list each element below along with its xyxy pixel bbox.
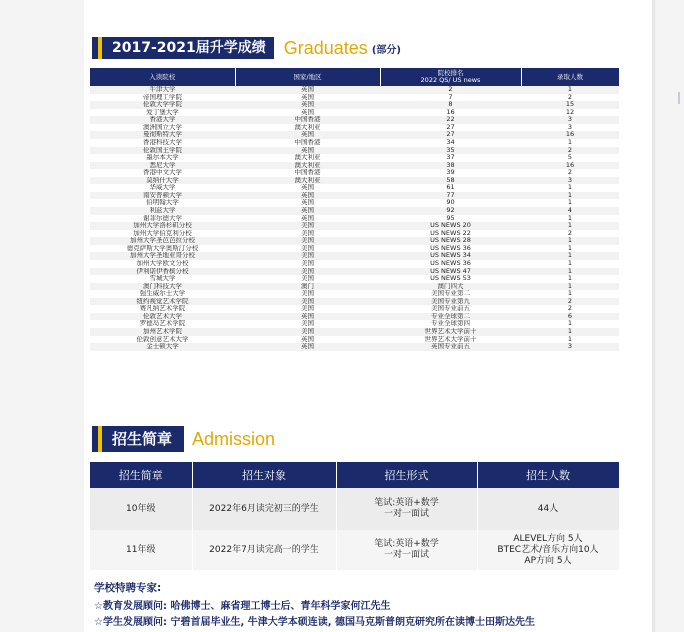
- cell-admitted: 1: [521, 275, 619, 283]
- cell-country: 澳大利亚: [235, 154, 380, 162]
- table-row: [90, 222, 619, 230]
- cell-admitted: 1: [521, 260, 619, 268]
- cell-country: 美国: [235, 230, 380, 238]
- cell-ranking: 95: [380, 215, 521, 223]
- cell-country: 美国: [235, 245, 380, 253]
- cell-admitted: 6: [521, 313, 619, 321]
- cell-ranking: 38: [380, 162, 521, 170]
- cell-admitted: 2: [521, 298, 619, 306]
- table-row: [90, 207, 619, 215]
- table-row: [90, 101, 619, 109]
- cell-ranking: 世界艺术大学前十: [380, 328, 521, 336]
- adm-target: 2022年6月读完初三的学生: [192, 488, 336, 530]
- cell-school: 雪城大学: [90, 275, 235, 283]
- cell-ranking: 专业全球第四: [380, 320, 521, 328]
- cell-school: 澳门科技大学: [90, 283, 235, 291]
- table-row: [90, 268, 619, 276]
- table-row: [90, 336, 619, 344]
- adm-form-line: 一对一面试: [383, 509, 429, 519]
- cell-country: 美国: [235, 328, 380, 336]
- table-row: [90, 86, 619, 94]
- cell-admitted: 1: [521, 336, 619, 344]
- cell-admitted: 16: [521, 131, 619, 139]
- cell-school: 利兹大学: [90, 207, 235, 215]
- graduates-banner: [92, 37, 401, 59]
- cell-country: 美国: [235, 298, 380, 306]
- cell-school: 谢菲尔德大学: [90, 215, 235, 223]
- cell-school: 澳洲国立大学: [90, 124, 235, 132]
- cell-school: 南安普顿大学: [90, 192, 235, 200]
- cell-country: 美国: [235, 237, 380, 245]
- cell-admitted: 1: [521, 184, 619, 192]
- table-row: [90, 169, 619, 177]
- cell-school: 爱丁堡大学: [90, 109, 235, 117]
- table-row: [90, 94, 619, 102]
- cell-ranking: US NEWS 34: [380, 252, 521, 260]
- table-row: [90, 192, 619, 200]
- cell-ranking: 58: [380, 177, 521, 185]
- table-row: [90, 199, 619, 207]
- admission-table: [90, 462, 620, 570]
- cell-admitted: 2: [521, 169, 619, 177]
- cell-country: 澳大利亚: [235, 177, 380, 185]
- cell-admitted: 3: [521, 124, 619, 132]
- adm-grade: 10年级: [90, 488, 192, 530]
- cell-admitted: 3: [521, 177, 619, 185]
- cell-country: 澳大利亚: [235, 162, 380, 170]
- adm-count-line: AP方向 5人: [524, 555, 572, 566]
- adm-target: 2022年7月读完高一的学生: [192, 530, 336, 570]
- cell-country: 美国: [235, 268, 380, 276]
- adm-count-line: ALEVEL方向 5人: [513, 533, 583, 544]
- cell-admitted: 2: [521, 305, 619, 313]
- cell-admitted: 15: [521, 101, 619, 109]
- cell-school: 伊利诺伊香槟分校: [90, 268, 235, 276]
- header-country: 国家/地区: [235, 68, 380, 86]
- cell-ranking: US NEWS 28: [380, 237, 521, 245]
- table-row: [90, 328, 619, 336]
- cell-school: 加州大学伯克利分校: [90, 230, 235, 238]
- adm-count-line: BTEC艺术/音乐方向10人: [497, 544, 599, 555]
- table-row: [90, 237, 619, 245]
- cell-ranking: US NEWS 53: [380, 275, 521, 283]
- adm-form-line: 笔试:英语+数学: [374, 539, 439, 549]
- cell-admitted: 1: [521, 252, 619, 260]
- cell-country: 英国: [235, 101, 380, 109]
- experts-title: 学校特聘专家:: [94, 582, 162, 594]
- cell-ranking: 77: [380, 192, 521, 200]
- table-row: [90, 184, 619, 192]
- table-row: [90, 260, 619, 268]
- cell-country: 英国: [235, 131, 380, 139]
- graduates-subtitle: Graduates: [283, 37, 368, 58]
- table-row: [90, 162, 619, 170]
- adm-form-line: 一对一面试: [383, 550, 429, 560]
- cell-school: 加州大学圣芭芭拉分校: [90, 237, 235, 245]
- table-row: [90, 139, 619, 147]
- cell-school: 加州艺术学院: [90, 328, 235, 336]
- cell-country: 美国: [235, 252, 380, 260]
- cell-country: 美国: [235, 290, 380, 298]
- cell-school: 伯明翰大学: [90, 199, 235, 207]
- cell-ranking: US NEWS 36: [380, 245, 521, 253]
- cell-country: 英国: [235, 192, 380, 200]
- cell-admitted: 1: [521, 283, 619, 291]
- header-ranking: 院校排名 2022 QS/ US news: [380, 68, 521, 86]
- admission-subtitle: Admission: [192, 428, 276, 449]
- cell-country: 英国: [235, 199, 380, 207]
- cell-school: 墨尔本大学: [90, 154, 235, 162]
- adm-count: [477, 488, 619, 530]
- cell-country: 美国: [235, 275, 380, 283]
- cell-school: 加州大学洛杉矶分校: [90, 222, 235, 230]
- cell-ranking: 39: [380, 169, 521, 177]
- cell-ranking: 37: [380, 154, 521, 162]
- experts-section: [94, 580, 654, 631]
- cell-country: 中国香港: [235, 169, 380, 177]
- admission-title: 招生简章: [98, 426, 184, 452]
- cell-ranking: 澳门四大: [380, 283, 521, 291]
- adm-header-form: 招生形式: [336, 462, 477, 488]
- cell-ranking: 27: [380, 124, 521, 132]
- adm-header-target: 招生对象: [192, 462, 336, 488]
- adm-header-program: 招生简章: [90, 462, 192, 488]
- cell-country: 美国: [235, 260, 380, 268]
- cell-school: 香港科技大学: [90, 139, 235, 147]
- document-page: [84, 0, 652, 632]
- table-row: [90, 245, 619, 253]
- table-row: [90, 230, 619, 238]
- cell-ranking: 27: [380, 131, 521, 139]
- table-row: [90, 305, 619, 313]
- scroll-indicator[interactable]: [678, 92, 680, 104]
- cell-country: 英国: [235, 109, 380, 117]
- cell-ranking: 7: [380, 94, 521, 102]
- table-row: [90, 147, 619, 155]
- cell-ranking: 专业全球第二: [380, 313, 521, 321]
- cell-ranking: 34: [380, 139, 521, 147]
- cell-country: 英国: [235, 336, 380, 344]
- cell-admitted: 12: [521, 109, 619, 117]
- cell-school: 伦敦艺术大学: [90, 313, 235, 321]
- cell-ranking: 92: [380, 207, 521, 215]
- table-row: [90, 343, 619, 351]
- graduates-title: 2017-2021届升学成绩: [98, 37, 274, 59]
- table-row: [90, 116, 619, 124]
- expert-line-student: ☆学生发展顾问: 宁碧首届毕业生, 牛津大学本硕连读, 德国马克斯普朗克研究所在读博士田斯达先生: [94, 617, 536, 628]
- table-row: [90, 298, 619, 306]
- cell-ranking: 35: [380, 147, 521, 155]
- cell-country: 英国: [235, 94, 380, 102]
- cell-admitted: 1: [521, 290, 619, 298]
- cell-admitted: 3: [521, 116, 619, 124]
- cell-admitted: 1: [521, 139, 619, 147]
- table-row: [90, 320, 619, 328]
- cell-country: 澳大利亚: [235, 124, 380, 132]
- adm-header-count: 招生人数: [477, 462, 619, 488]
- cell-country: 英国: [235, 343, 380, 351]
- cell-ranking: 22: [380, 116, 521, 124]
- cell-admitted: 1: [521, 328, 619, 336]
- cell-admitted: 1: [521, 215, 619, 223]
- cell-country: 英国: [235, 313, 380, 321]
- cell-ranking: 16: [380, 109, 521, 117]
- graduates-table: [90, 68, 620, 351]
- adm-form: [336, 530, 477, 570]
- cell-school: 华威大学: [90, 184, 235, 192]
- admission-banner: [92, 426, 275, 452]
- cell-country: 中国香港: [235, 116, 380, 124]
- table-row: [90, 131, 619, 139]
- cell-school: 伦敦创意艺术大学: [90, 336, 235, 344]
- cell-admitted: 1: [521, 222, 619, 230]
- cell-ranking: 美国专业第九: [380, 298, 521, 306]
- cell-school: 曼彻斯特大学: [90, 131, 235, 139]
- table-row: [90, 283, 619, 291]
- table-row: [90, 177, 619, 185]
- cell-ranking: US NEWS 47: [380, 268, 521, 276]
- cell-school: 罗德岛艺术学院: [90, 320, 235, 328]
- cell-admitted: 2: [521, 147, 619, 155]
- cell-admitted: 16: [521, 162, 619, 170]
- graduates-note: (部分): [371, 44, 401, 56]
- table-row: [90, 290, 619, 298]
- graduates-header-row: [90, 68, 619, 86]
- table-row: [90, 313, 619, 321]
- cell-school: 伦敦国王学院: [90, 147, 235, 155]
- cell-school: 德克萨斯大学奥斯汀分校: [90, 245, 235, 253]
- admission-row-grade11: [90, 530, 619, 570]
- cell-admitted: 2: [521, 94, 619, 102]
- cell-admitted: 1: [521, 199, 619, 207]
- cell-country: 英国: [235, 86, 380, 94]
- cell-ranking: 美国专业第二: [380, 290, 521, 298]
- cell-school: 强生威尔士大学: [90, 290, 235, 298]
- expert-line-education: ☆教育发展顾问: 哈佛博士、麻省理工博士后、青年科学家何江先生: [94, 601, 391, 612]
- adm-form-line: 笔试:英语+数学: [374, 498, 439, 508]
- table-row: [90, 215, 619, 223]
- table-row: [90, 109, 619, 117]
- cell-admitted: 1: [521, 320, 619, 328]
- cell-country: 英国: [235, 207, 380, 215]
- cell-admitted: 1: [521, 245, 619, 253]
- cell-ranking: 8: [380, 101, 521, 109]
- table-row: [90, 154, 619, 162]
- adm-form: [336, 488, 477, 530]
- cell-country: 英国: [235, 215, 380, 223]
- cell-school: 香港大学: [90, 116, 235, 124]
- cell-ranking: 2: [380, 86, 521, 94]
- cell-ranking: 美国专业前五: [380, 305, 521, 313]
- graduates-table-body: [90, 86, 619, 351]
- cell-school: 帝国理工学院: [90, 94, 235, 102]
- cell-ranking: 英国专业前五: [380, 343, 521, 351]
- cell-country: 美国: [235, 320, 380, 328]
- cell-country: 美国: [235, 222, 380, 230]
- header-school: 入读院校: [90, 68, 235, 86]
- cell-country: 美国: [235, 305, 380, 313]
- cell-ranking: US NEWS 22: [380, 230, 521, 238]
- table-row: [90, 252, 619, 260]
- cell-school: 加州大学圣地亚哥分校: [90, 252, 235, 260]
- cell-school: 加州大学欧文分校: [90, 260, 235, 268]
- cell-admitted: 5: [521, 154, 619, 162]
- cell-country: 英国: [235, 184, 380, 192]
- cell-school: 悉尼大学: [90, 162, 235, 170]
- cell-admitted: 2: [521, 230, 619, 238]
- cell-school: 香港中文大学: [90, 169, 235, 177]
- cell-school: 牛津大学: [90, 86, 235, 94]
- cell-school: 金士顿大学: [90, 343, 235, 351]
- cell-school: 赛凡纳艺术学院: [90, 305, 235, 313]
- admission-row-grade10: [90, 488, 619, 530]
- cell-country: 中国香港: [235, 139, 380, 147]
- cell-ranking: 61: [380, 184, 521, 192]
- cell-country: 英国: [235, 147, 380, 155]
- cell-admitted: 1: [521, 268, 619, 276]
- cell-admitted: 1: [521, 237, 619, 245]
- cell-country: 澳门: [235, 283, 380, 291]
- cell-admitted: 3: [521, 343, 619, 351]
- cell-school: 纽约视觉艺术学院: [90, 298, 235, 306]
- cell-school: 莫纳什大学: [90, 177, 235, 185]
- cell-admitted: 4: [521, 207, 619, 215]
- admission-header-row: [90, 462, 619, 488]
- cell-ranking: 世界艺术大学前十: [380, 336, 521, 344]
- adm-grade: 11年级: [90, 530, 192, 570]
- table-row: [90, 124, 619, 132]
- cell-admitted: 1: [521, 86, 619, 94]
- header-admitted: 录取人数: [521, 68, 619, 86]
- cell-ranking: 90: [380, 199, 521, 207]
- adm-count-line: 44人: [537, 503, 559, 514]
- cell-ranking: US NEWS 20: [380, 222, 521, 230]
- cell-ranking: US NEWS 36: [380, 260, 521, 268]
- cell-admitted: 1: [521, 192, 619, 200]
- adm-count: [477, 530, 619, 570]
- page-edge: [652, 0, 655, 632]
- table-row: [90, 275, 619, 283]
- cell-school: 伦敦大学学院: [90, 101, 235, 109]
